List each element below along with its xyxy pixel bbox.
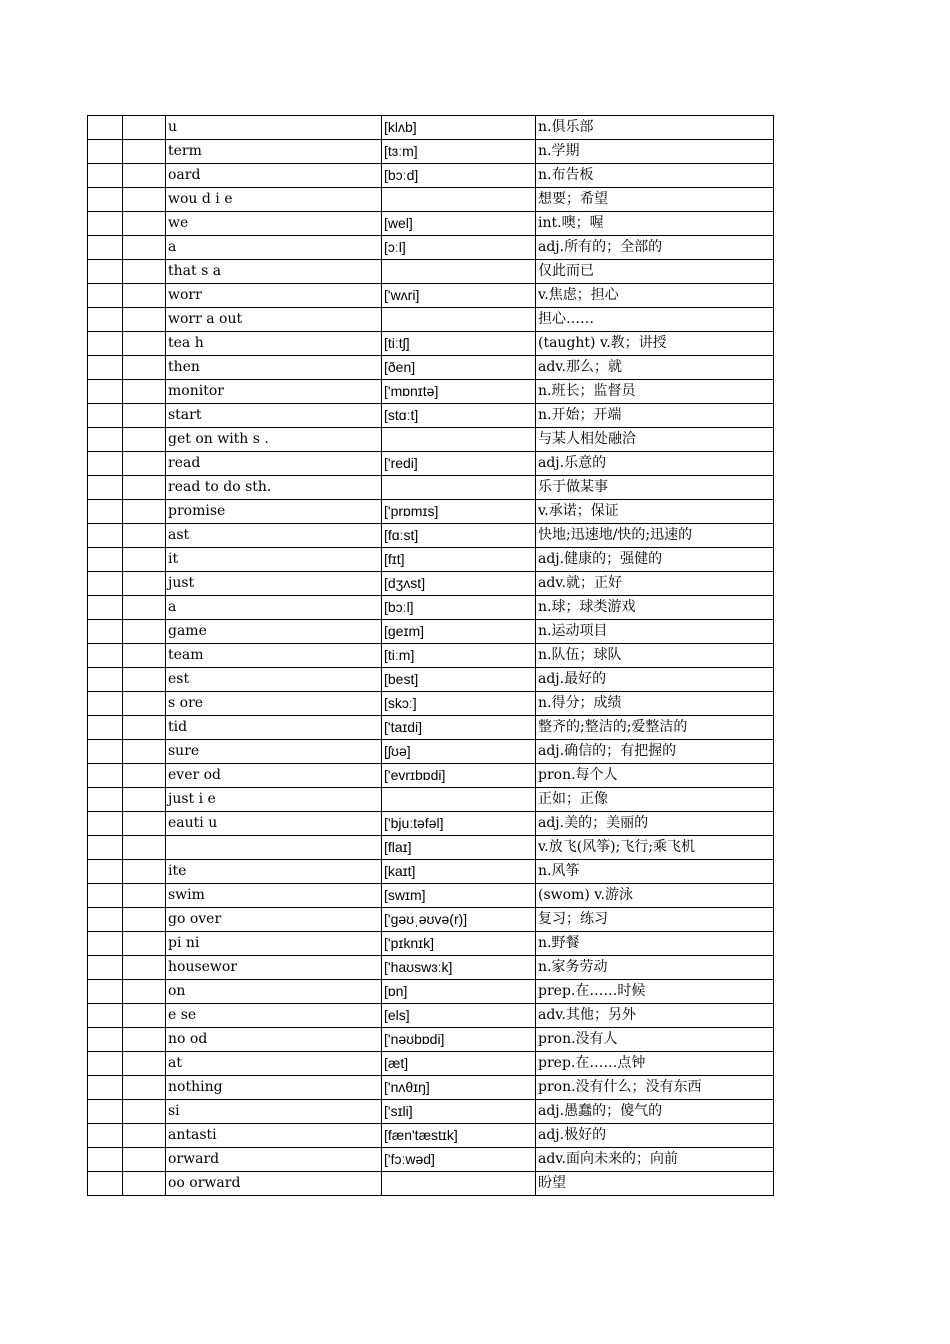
phonetic-cell: [bɔːl] (382, 596, 536, 620)
word-cell: term (166, 140, 382, 164)
index-cell (88, 548, 123, 572)
index-cell (88, 1028, 123, 1052)
meaning-cell: v.承诺；保证 (536, 500, 774, 524)
phonetic-cell: [els] (382, 1004, 536, 1028)
index-cell (88, 452, 123, 476)
word-cell: pi ni (166, 932, 382, 956)
meaning-cell: 快地;迅速地/快的;迅速的 (536, 524, 774, 548)
word-cell: on (166, 980, 382, 1004)
meaning-cell: adj.极好的 (536, 1124, 774, 1148)
blank-cell (123, 668, 166, 692)
meaning-cell: adv.其他；另外 (536, 1004, 774, 1028)
table-row (88, 236, 774, 260)
blank-cell (123, 692, 166, 716)
word-cell: ite (166, 860, 382, 884)
phonetic-cell (382, 308, 536, 332)
blank-cell (123, 1052, 166, 1076)
word-cell: tea h (166, 332, 382, 356)
table-row (88, 476, 774, 500)
word-cell: just i e (166, 788, 382, 812)
phonetic-cell: ['nʌθɪŋ] (382, 1076, 536, 1100)
phonetic-cell (382, 788, 536, 812)
word-cell: at (166, 1052, 382, 1076)
blank-cell (123, 1100, 166, 1124)
table-row (88, 404, 774, 428)
meaning-cell: 担心…… (536, 308, 774, 332)
phonetic-cell: [kaɪt] (382, 860, 536, 884)
table-row (88, 332, 774, 356)
index-cell (88, 644, 123, 668)
table-row (88, 1148, 774, 1172)
index-cell (88, 788, 123, 812)
table-row (88, 380, 774, 404)
phonetic-cell: ['gəʊˌəʊvə(r)] (382, 908, 536, 932)
table-row (88, 452, 774, 476)
meaning-cell: adj.健康的；强健的 (536, 548, 774, 572)
table-row (88, 1052, 774, 1076)
phonetic-cell: ['haʊswɜːk] (382, 956, 536, 980)
word-cell: team (166, 644, 382, 668)
index-cell (88, 236, 123, 260)
phonetic-cell: ['bjuːtəfəl] (382, 812, 536, 836)
blank-cell (123, 788, 166, 812)
table-row (88, 1172, 774, 1196)
index-cell (88, 1076, 123, 1100)
word-cell: worr (166, 284, 382, 308)
table-row (88, 548, 774, 572)
meaning-cell: n.运动项目 (536, 620, 774, 644)
phonetic-cell: [bɔːd] (382, 164, 536, 188)
vocabulary-table-body (88, 116, 774, 1196)
blank-cell (123, 1076, 166, 1100)
table-row (88, 644, 774, 668)
blank-cell (123, 1004, 166, 1028)
index-cell (88, 188, 123, 212)
blank-cell (123, 956, 166, 980)
meaning-cell: 仅此而已 (536, 260, 774, 284)
table-row (88, 668, 774, 692)
table-row (88, 740, 774, 764)
phonetic-cell: ['pɪknɪk] (382, 932, 536, 956)
blank-cell (123, 428, 166, 452)
word-cell: then (166, 356, 382, 380)
blank-cell (123, 164, 166, 188)
word-cell: we (166, 212, 382, 236)
word-cell: monitor (166, 380, 382, 404)
table-row (88, 308, 774, 332)
meaning-cell: (taught) v.教；讲授 (536, 332, 774, 356)
phonetic-cell: [fæn'tæstɪk] (382, 1124, 536, 1148)
meaning-cell: prep.在……点钟 (536, 1052, 774, 1076)
word-cell: game (166, 620, 382, 644)
index-cell (88, 476, 123, 500)
blank-cell (123, 308, 166, 332)
meaning-cell: n.班长；监督员 (536, 380, 774, 404)
index-cell (88, 860, 123, 884)
phonetic-cell: [best] (382, 668, 536, 692)
meaning-cell: v.焦虑；担心 (536, 284, 774, 308)
phonetic-cell: [swɪm] (382, 884, 536, 908)
table-row (88, 860, 774, 884)
meaning-cell: n.得分；成绩 (536, 692, 774, 716)
phonetic-cell: [ɒn] (382, 980, 536, 1004)
phonetic-cell (382, 188, 536, 212)
word-cell: sure (166, 740, 382, 764)
table-row (88, 596, 774, 620)
meaning-cell: 盼望 (536, 1172, 774, 1196)
phonetic-cell: ['taɪdi] (382, 716, 536, 740)
phonetic-cell: [tiːm] (382, 644, 536, 668)
meaning-cell: adj.乐意的 (536, 452, 774, 476)
meaning-cell: 与某人相处融洽 (536, 428, 774, 452)
meaning-cell: n.风筝 (536, 860, 774, 884)
phonetic-cell: [fɪt] (382, 548, 536, 572)
index-cell (88, 716, 123, 740)
phonetic-cell: [tiːtʃ] (382, 332, 536, 356)
index-cell (88, 284, 123, 308)
word-cell: s ore (166, 692, 382, 716)
blank-cell (123, 644, 166, 668)
index-cell (88, 908, 123, 932)
phonetic-cell: [ɔːl] (382, 236, 536, 260)
word-cell: housewor (166, 956, 382, 980)
word-cell: a (166, 596, 382, 620)
blank-cell (123, 260, 166, 284)
meaning-cell: n.野餐 (536, 932, 774, 956)
phonetic-cell: [ðen] (382, 356, 536, 380)
index-cell (88, 260, 123, 284)
phonetic-cell: [tɜːm] (382, 140, 536, 164)
meaning-cell: prep.在……时候 (536, 980, 774, 1004)
blank-cell (123, 188, 166, 212)
table-row (88, 836, 774, 860)
index-cell (88, 692, 123, 716)
phonetic-cell: [flaɪ] (382, 836, 536, 860)
word-cell: go over (166, 908, 382, 932)
meaning-cell: adj.确信的；有把握的 (536, 740, 774, 764)
phonetic-cell (382, 1172, 536, 1196)
index-cell (88, 812, 123, 836)
table-row (88, 1028, 774, 1052)
index-cell (88, 404, 123, 428)
word-cell (166, 836, 382, 860)
blank-cell (123, 812, 166, 836)
phonetic-cell: ['fɔːwəd] (382, 1148, 536, 1172)
blank-cell (123, 140, 166, 164)
word-cell: no od (166, 1028, 382, 1052)
meaning-cell: (swom) v.游泳 (536, 884, 774, 908)
blank-cell (123, 932, 166, 956)
word-cell: read to do sth. (166, 476, 382, 500)
table-row (88, 1004, 774, 1028)
table-row (88, 620, 774, 644)
word-cell: u (166, 116, 382, 140)
word-cell: a (166, 236, 382, 260)
table-row (88, 932, 774, 956)
index-cell (88, 380, 123, 404)
blank-cell (123, 332, 166, 356)
blank-cell (123, 548, 166, 572)
table-row (88, 140, 774, 164)
word-cell: get on with s . (166, 428, 382, 452)
index-cell (88, 932, 123, 956)
phonetic-cell: [fɑːst] (382, 524, 536, 548)
index-cell (88, 332, 123, 356)
meaning-cell: 整齐的;整洁的;爱整洁的 (536, 716, 774, 740)
meaning-cell: adv.就；正好 (536, 572, 774, 596)
meaning-cell: adj.最好的 (536, 668, 774, 692)
meaning-cell: 复习；练习 (536, 908, 774, 932)
meaning-cell: pron.每个人 (536, 764, 774, 788)
meaning-cell: adv.面向未来的；向前 (536, 1148, 774, 1172)
table-row (88, 1076, 774, 1100)
blank-cell (123, 836, 166, 860)
phonetic-cell (382, 476, 536, 500)
word-cell: nothing (166, 1076, 382, 1100)
phonetic-cell: [skɔː] (382, 692, 536, 716)
blank-cell (123, 236, 166, 260)
meaning-cell: pron.没有什么；没有东西 (536, 1076, 774, 1100)
index-cell (88, 884, 123, 908)
table-row (88, 260, 774, 284)
table-row (88, 956, 774, 980)
index-cell (88, 1100, 123, 1124)
index-cell (88, 140, 123, 164)
table-row (88, 116, 774, 140)
index-cell (88, 596, 123, 620)
table-row (88, 812, 774, 836)
word-cell: tid (166, 716, 382, 740)
meaning-cell: pron.没有人 (536, 1028, 774, 1052)
vocabulary-table (87, 115, 774, 1196)
word-cell: ever od (166, 764, 382, 788)
table-row (88, 164, 774, 188)
phonetic-cell: ['wʌri] (382, 284, 536, 308)
phonetic-cell: ['sɪli] (382, 1100, 536, 1124)
word-cell: antasti (166, 1124, 382, 1148)
meaning-cell: v.放飞(风筝);飞行;乘飞机 (536, 836, 774, 860)
index-cell (88, 1124, 123, 1148)
index-cell (88, 572, 123, 596)
blank-cell (123, 860, 166, 884)
blank-cell (123, 884, 166, 908)
blank-cell (123, 356, 166, 380)
index-cell (88, 1148, 123, 1172)
phonetic-cell: [klʌb] (382, 116, 536, 140)
table-row (88, 284, 774, 308)
blank-cell (123, 572, 166, 596)
word-cell: ast (166, 524, 382, 548)
phonetic-cell: ['mɒnɪtə] (382, 380, 536, 404)
index-cell (88, 212, 123, 236)
index-cell (88, 1172, 123, 1196)
meaning-cell: n.开始；开端 (536, 404, 774, 428)
blank-cell (123, 404, 166, 428)
index-cell (88, 356, 123, 380)
word-cell: est (166, 668, 382, 692)
table-row (88, 884, 774, 908)
phonetic-cell: [stɑːt] (382, 404, 536, 428)
blank-cell (123, 116, 166, 140)
word-cell: worr a out (166, 308, 382, 332)
table-row (88, 788, 774, 812)
phonetic-cell: ['prɒmɪs] (382, 500, 536, 524)
phonetic-cell: [wel] (382, 212, 536, 236)
meaning-cell: 想要；希望 (536, 188, 774, 212)
meaning-cell: 乐于做某事 (536, 476, 774, 500)
blank-cell (123, 620, 166, 644)
word-cell: promise (166, 500, 382, 524)
meaning-cell: adj.美的；美丽的 (536, 812, 774, 836)
blank-cell (123, 596, 166, 620)
index-cell (88, 980, 123, 1004)
index-cell (88, 740, 123, 764)
blank-cell (123, 716, 166, 740)
index-cell (88, 308, 123, 332)
table-row (88, 524, 774, 548)
table-row (88, 980, 774, 1004)
index-cell (88, 1052, 123, 1076)
meaning-cell: adj.愚蠢的；傻气的 (536, 1100, 774, 1124)
table-row (88, 1100, 774, 1124)
word-cell: orward (166, 1148, 382, 1172)
meaning-cell: n.学期 (536, 140, 774, 164)
blank-cell (123, 764, 166, 788)
index-cell (88, 116, 123, 140)
table-row (88, 692, 774, 716)
blank-cell (123, 380, 166, 404)
phonetic-cell: ['evrɪbɒdi] (382, 764, 536, 788)
word-cell: it (166, 548, 382, 572)
table-row (88, 500, 774, 524)
phonetic-cell: [dʒʌst] (382, 572, 536, 596)
word-cell: oard (166, 164, 382, 188)
word-cell: read (166, 452, 382, 476)
table-row (88, 428, 774, 452)
word-cell: si (166, 1100, 382, 1124)
table-row (88, 1124, 774, 1148)
index-cell (88, 764, 123, 788)
phonetic-cell: [æt] (382, 1052, 536, 1076)
blank-cell (123, 524, 166, 548)
table-row (88, 764, 774, 788)
table-row (88, 356, 774, 380)
table-row (88, 188, 774, 212)
word-cell: start (166, 404, 382, 428)
index-cell (88, 164, 123, 188)
blank-cell (123, 476, 166, 500)
blank-cell (123, 284, 166, 308)
phonetic-cell (382, 260, 536, 284)
meaning-cell: n.球；球类游戏 (536, 596, 774, 620)
blank-cell (123, 908, 166, 932)
phonetic-cell: ['redi] (382, 452, 536, 476)
meaning-cell: adj.所有的；全部的 (536, 236, 774, 260)
phonetic-cell: ['nəʊbɒdi] (382, 1028, 536, 1052)
meaning-cell: int.噢；喔 (536, 212, 774, 236)
blank-cell (123, 1028, 166, 1052)
blank-cell (123, 1148, 166, 1172)
index-cell (88, 500, 123, 524)
blank-cell (123, 452, 166, 476)
blank-cell (123, 1172, 166, 1196)
word-cell: swim (166, 884, 382, 908)
meaning-cell: n.队伍；球队 (536, 644, 774, 668)
blank-cell (123, 980, 166, 1004)
blank-cell (123, 1124, 166, 1148)
word-cell: just (166, 572, 382, 596)
word-cell: wou d i e (166, 188, 382, 212)
word-cell: eauti u (166, 812, 382, 836)
table-row (88, 908, 774, 932)
word-cell: oo orward (166, 1172, 382, 1196)
index-cell (88, 668, 123, 692)
phonetic-cell: [geɪm] (382, 620, 536, 644)
meaning-cell: adv.那么；就 (536, 356, 774, 380)
index-cell (88, 1004, 123, 1028)
meaning-cell: n.俱乐部 (536, 116, 774, 140)
meaning-cell: 正如；正像 (536, 788, 774, 812)
index-cell (88, 620, 123, 644)
index-cell (88, 836, 123, 860)
blank-cell (123, 500, 166, 524)
index-cell (88, 524, 123, 548)
index-cell (88, 956, 123, 980)
phonetic-cell (382, 428, 536, 452)
meaning-cell: n.家务劳动 (536, 956, 774, 980)
word-cell: e se (166, 1004, 382, 1028)
table-row (88, 572, 774, 596)
phonetic-cell: [ʃʊə] (382, 740, 536, 764)
word-cell: that s a (166, 260, 382, 284)
index-cell (88, 428, 123, 452)
table-row (88, 212, 774, 236)
blank-cell (123, 212, 166, 236)
blank-cell (123, 740, 166, 764)
meaning-cell: n.布告板 (536, 164, 774, 188)
table-row (88, 716, 774, 740)
